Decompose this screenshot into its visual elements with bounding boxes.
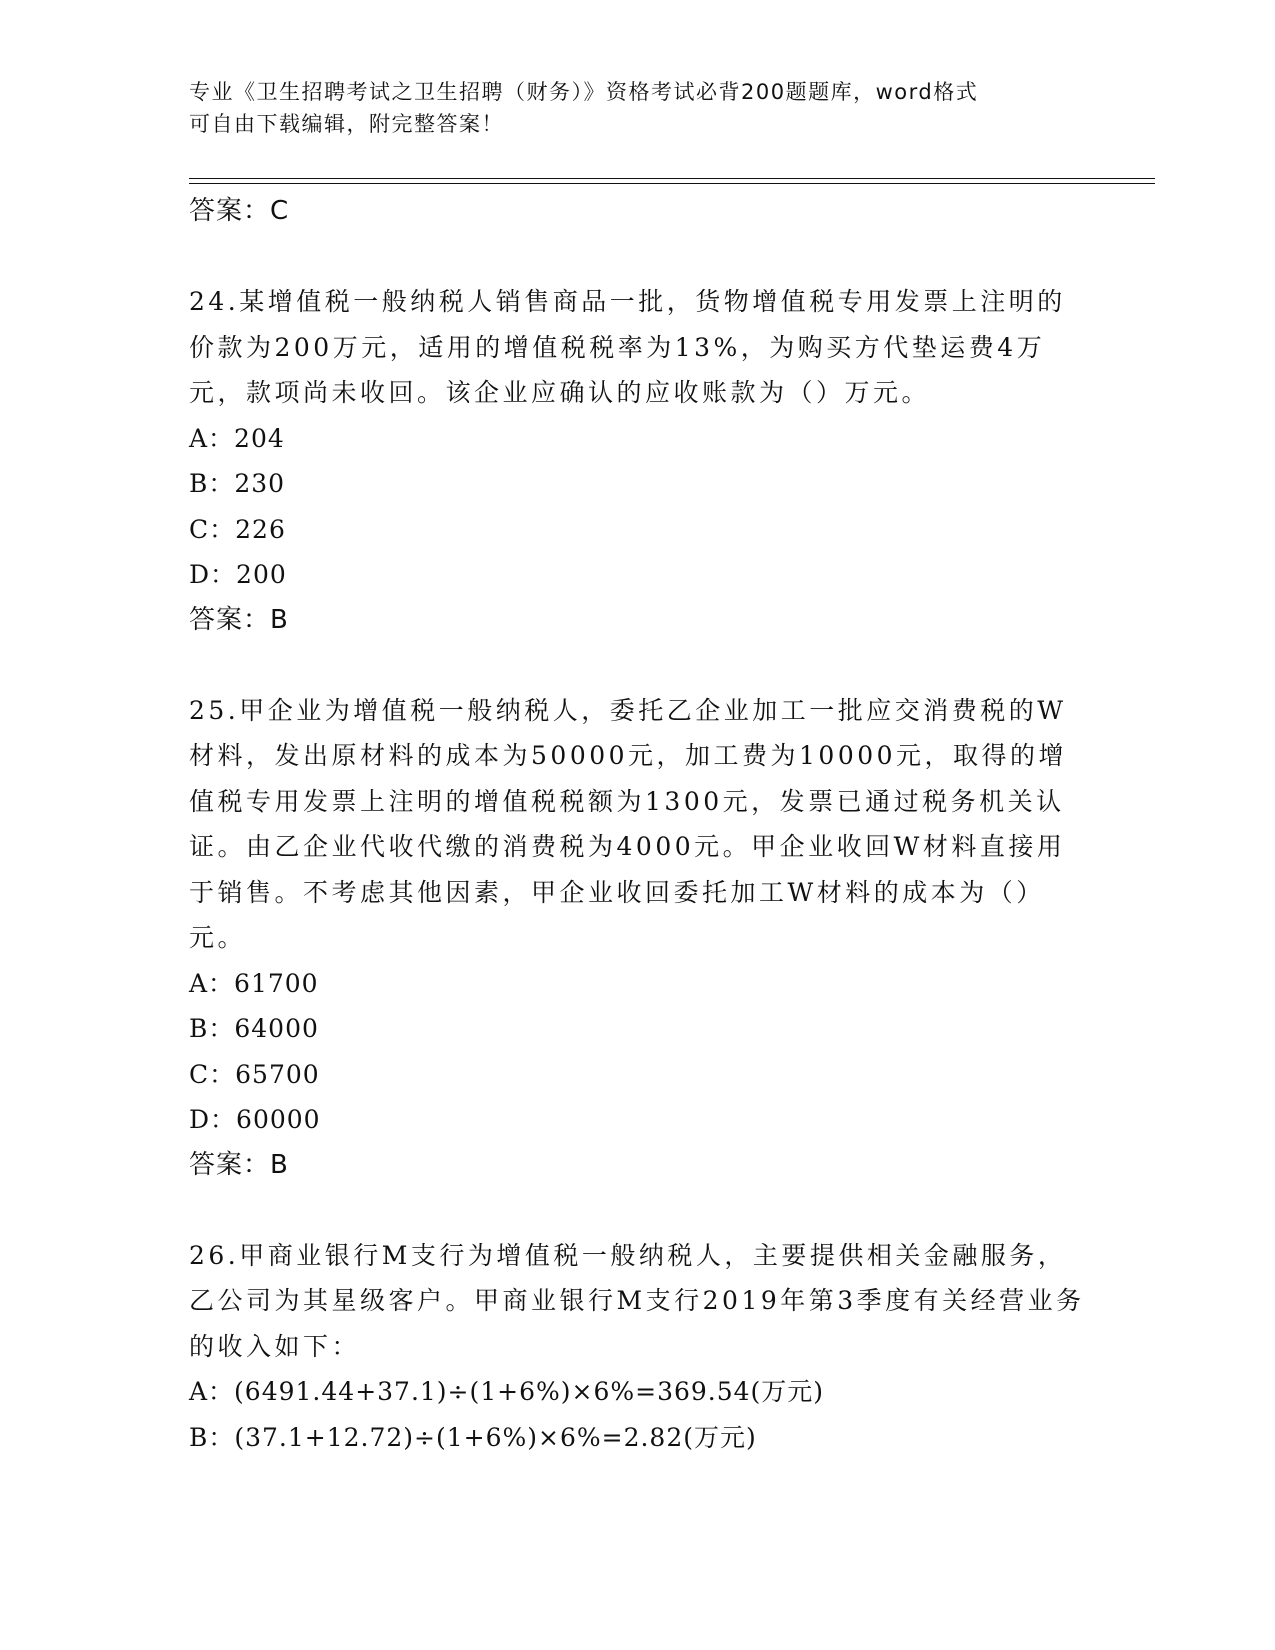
option-c: C：65700	[189, 1059, 320, 1089]
question-answer: 答案：B	[189, 604, 289, 635]
option-b: B：64000	[189, 1014, 319, 1043]
question-answer: 答案：B	[189, 1149, 289, 1180]
header-line-1: 专业《卫生招聘考试之卫生招聘（财务）》资格考试必背200题题库，word格式	[189, 80, 979, 104]
spacer	[189, 234, 1089, 279]
option-d: D：60000	[189, 1105, 321, 1134]
spacer	[189, 1188, 1089, 1233]
header-divider-bottom	[189, 183, 1155, 184]
question-stem: 25.甲企业为增值税一般纳税人，委托乙企业加工一批应交消费税的W材料，发出原材料的成本为50000元，加工费为10000元，取得的增值税专用发票上注明的增值税税额为1300元，发票已通过税务机关认证。由乙企业代收代缴的消费税为4000元。甲企业收回W材料直接用于销售。不考虑其他因素，甲企业收回委托加工W材料的成本为（）元。	[189, 695, 1068, 952]
option-d: D：200	[189, 560, 287, 589]
header-line-2: 可自由下载编辑，附完整答案！	[189, 112, 504, 136]
question-24	[189, 279, 1089, 643]
document-body	[189, 189, 1089, 1460]
question-stem: 26.甲商业银行M支行为增值税一般纳税人，主要提供相关金融服务，乙公司为其星级客户。甲商业银行M支行2019年第3季度有关经营业务的收入如下：	[189, 1240, 1085, 1361]
question-stem: 24.某增值税一般纳税人销售商品一批，货物增值税专用发票上注明的价款为200万元，适用的增值税税率为13%，为购买方代垫运费4万元，款项尚未收回。该企业应确认的应收账款为（）万元。	[189, 287, 1066, 407]
option-a: A：204	[189, 423, 285, 453]
question-26	[189, 1233, 1089, 1461]
option-a: A：61700	[189, 968, 319, 998]
option-b: B：(37.1+12.72)÷(1+6%)×6%=2.82(万元)	[189, 1422, 757, 1452]
spacer	[189, 643, 1089, 688]
header-divider-top	[189, 178, 1155, 179]
option-a: A：(6491.44+37.1)÷(1+6%)×6%=369.54(万元)	[189, 1377, 825, 1406]
document-header	[189, 76, 1089, 140]
option-b: B：230	[189, 469, 286, 498]
question-25	[189, 688, 1089, 1188]
previous-answer: 答案：C	[189, 196, 290, 226]
option-c: C：226	[189, 514, 286, 544]
